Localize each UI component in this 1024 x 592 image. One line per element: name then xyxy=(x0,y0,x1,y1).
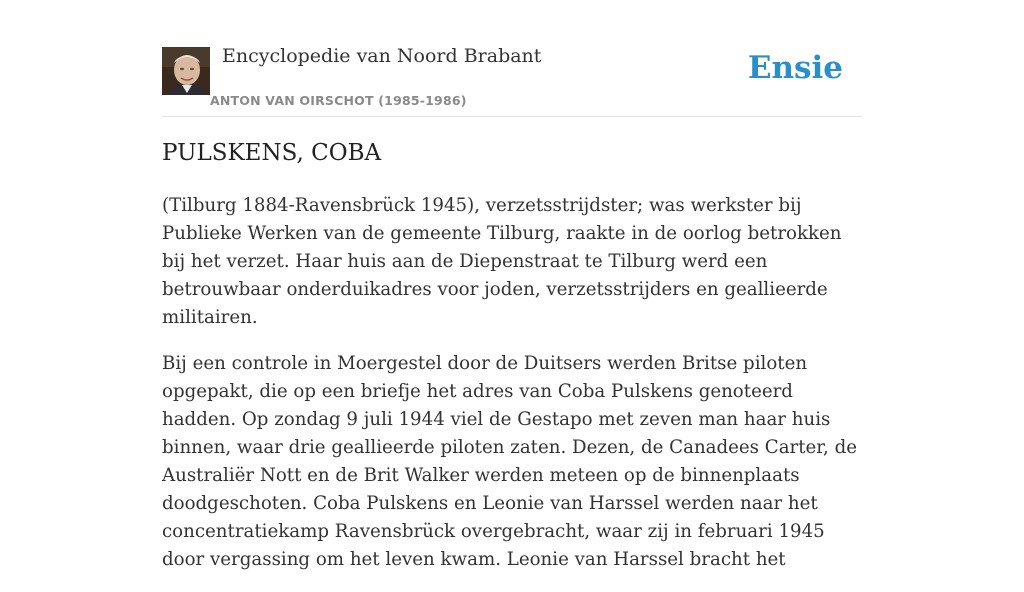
author-avatar[interactable] xyxy=(162,47,210,95)
article-title: PULSKENS, COBA xyxy=(162,140,382,166)
article-body xyxy=(162,192,862,592)
article-paragraph: (Tilburg 1884-Ravensbrück 1945), verzetsstrijdster; was werkster bij Publieke Werken van de gemeente Tilburg, raakte in de oorlog betrokken bij het verzet. Haar huis aan de Diepenstraat te Tilburg werd een betrouwbaar onderduikadres voor joden, verzetsstrijders en geallieerde militairen. xyxy=(162,195,842,328)
header xyxy=(162,0,862,117)
author-name[interactable]: ANTON VAN OIRSCHOT (1985-1986) xyxy=(210,93,467,108)
book-title[interactable]: Encyclopedie van Noord Brabant xyxy=(222,45,542,67)
article-paragraph: Bij een controle in Moergestel door de Duitsers werden Britse piloten opgepakt, die op een briefje het adres van Coba Pulskens genoteerd hadden. Op zondag 9 juli 1944 viel de Gestapo met zeven man haar huis binnen, waar drie geallieerde piloten zaten. Dezen, de Canadees Carter, de Australiër Nott en de Brit Walker werden meteen op de binnenplaats doodgeschoten. Coba Pulskens en Leonie van Harssel werden naar het concentratiekamp Ravensbrück overgebracht, waar zij in februari 1945 door vergassing om het leven kwam. Leonie van Harssel bracht het xyxy=(162,353,857,570)
ensie-logo[interactable]: Ensie xyxy=(747,50,843,86)
page xyxy=(162,0,862,570)
